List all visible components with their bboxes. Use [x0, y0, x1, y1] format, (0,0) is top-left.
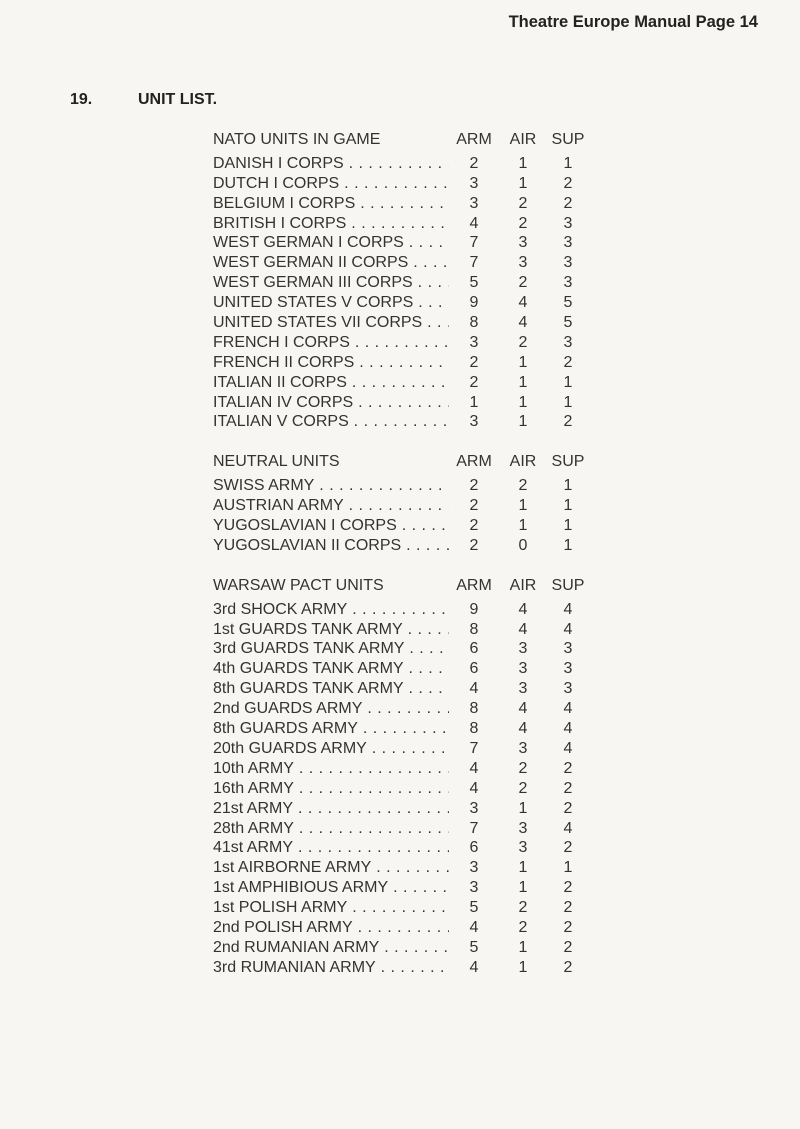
- unit-name: WEST GERMAN I CORPS . . .: [213, 233, 449, 253]
- unit-sup-value: 2: [563, 938, 573, 956]
- unit-row: [213, 536, 613, 556]
- unit-air-value: 2: [518, 214, 528, 232]
- unit-name: 41st ARMY . . .: [213, 838, 449, 858]
- unit-row: [213, 819, 613, 839]
- group-title: NATO UNITS IN GAME: [213, 131, 381, 148]
- unit-row: [213, 918, 613, 938]
- unit-air-value: 3: [518, 819, 528, 837]
- unit-row: [213, 214, 613, 234]
- unit-name: BRITISH I CORPS . . .: [213, 214, 449, 234]
- unit-name: 1st AIRBORNE ARMY . . .: [213, 858, 449, 878]
- unit-air-value: 1: [518, 517, 528, 535]
- unit-sup-value: 1: [563, 477, 573, 495]
- unit-sup-value: 3: [563, 640, 573, 658]
- group-header-row: [213, 130, 613, 150]
- unit-name: AUSTRIAN ARMY . . .: [213, 496, 449, 516]
- unit-name: 3rd GUARDS TANK ARMY . . .: [213, 639, 449, 659]
- unit-row: [213, 174, 613, 194]
- unit-arm-value: 3: [469, 879, 479, 897]
- unit-air-value: 3: [518, 739, 528, 757]
- unit-arm-value: 8: [469, 720, 479, 738]
- unit-sup-value: 2: [563, 879, 573, 897]
- unit-row: [213, 739, 613, 759]
- unit-row: [213, 779, 613, 799]
- unit-row: [213, 496, 613, 516]
- unit-sup-value: 4: [563, 720, 573, 738]
- unit-name: 8th GUARDS TANK ARMY . . .: [213, 679, 449, 699]
- unit-air-value: 1: [518, 413, 528, 431]
- unit-row: [213, 659, 613, 679]
- unit-name: 16th ARMY . . .: [213, 779, 449, 799]
- unit-name: ITALIAN IV CORPS . . .: [213, 393, 449, 413]
- unit-row: [213, 958, 613, 978]
- unit-sup-value: 3: [563, 660, 573, 678]
- unit-name: 2nd POLISH ARMY . . .: [213, 918, 449, 938]
- unit-name: 3rd RUMANIAN ARMY . . .: [213, 958, 449, 978]
- unit-sup-value: 4: [563, 739, 573, 757]
- column-header-sup: SUP: [551, 131, 585, 148]
- unit-name: WEST GERMAN III CORPS . . .: [213, 273, 449, 293]
- unit-sup-value: 2: [563, 799, 573, 817]
- unit-row: [213, 878, 613, 898]
- unit-air-value: 1: [518, 497, 528, 515]
- unit-row: [213, 476, 613, 496]
- unit-air-value: 2: [518, 759, 528, 777]
- unit-arm-value: 2: [469, 477, 479, 495]
- unit-arm-value: 2: [469, 353, 479, 371]
- section-number: 19.: [70, 91, 93, 108]
- unit-sup-value: 2: [563, 759, 573, 777]
- unit-air-value: 3: [518, 660, 528, 678]
- unit-air-value: 2: [518, 918, 528, 936]
- unit-arm-value: 6: [469, 839, 479, 857]
- section-title: UNIT LIST.: [138, 91, 218, 108]
- unit-row: [213, 412, 613, 432]
- unit-sup-value: 3: [563, 254, 573, 272]
- unit-name: YUGOSLAVIAN I CORPS . . .: [213, 516, 449, 536]
- unit-name: WEST GERMAN II CORPS . . .: [213, 253, 449, 273]
- unit-row: [213, 293, 613, 313]
- unit-name: YUGOSLAVIAN II CORPS . . .: [213, 536, 449, 556]
- group-title: NEUTRAL UNITS: [213, 453, 340, 471]
- column-header-air: AIR: [509, 576, 537, 594]
- unit-group: [213, 130, 613, 432]
- unit-air-value: 4: [518, 720, 528, 738]
- unit-row: [213, 233, 613, 253]
- unit-sup-value: 4: [563, 700, 573, 718]
- unit-air-value: 2: [518, 779, 528, 797]
- unit-row: [213, 273, 613, 293]
- unit-name: 1st GUARDS TANK ARMY . . .: [213, 620, 449, 640]
- unit-sup-value: 2: [563, 194, 573, 212]
- unit-list: [213, 130, 613, 998]
- unit-name: DUTCH I CORPS . . .: [213, 174, 449, 194]
- unit-row: [213, 373, 613, 393]
- unit-air-value: 4: [518, 600, 528, 618]
- unit-row: [213, 679, 613, 699]
- unit-sup-value: 4: [563, 600, 573, 618]
- unit-row: [213, 194, 613, 214]
- unit-sup-value: 3: [563, 234, 573, 252]
- unit-air-value: 2: [518, 899, 528, 917]
- unit-name: 2nd RUMANIAN ARMY . . .: [213, 938, 449, 958]
- unit-row: [213, 699, 613, 719]
- unit-row: [213, 253, 613, 273]
- unit-air-value: 1: [518, 373, 528, 391]
- unit-arm-value: 2: [469, 154, 479, 172]
- column-header-arm: ARM: [456, 131, 492, 148]
- unit-arm-value: 5: [469, 899, 479, 917]
- unit-name: 21st ARMY . . .: [213, 799, 449, 819]
- column-header-air: AIR: [509, 131, 537, 148]
- unit-sup-value: 2: [563, 779, 573, 797]
- unit-sup-value: 5: [563, 314, 573, 332]
- unit-air-value: 0: [518, 536, 528, 554]
- unit-sup-value: 5: [563, 294, 573, 312]
- unit-air-value: 4: [518, 314, 528, 332]
- unit-name: 4th GUARDS TANK ARMY . . .: [213, 659, 449, 679]
- unit-name: 1st POLISH ARMY . . .: [213, 898, 449, 918]
- unit-arm-value: 7: [469, 234, 479, 252]
- unit-arm-value: 4: [469, 779, 479, 797]
- unit-arm-value: 1: [469, 393, 479, 411]
- unit-sup-value: 3: [563, 274, 573, 292]
- unit-name: DANISH I CORPS . . .: [213, 154, 449, 174]
- section-heading: [70, 91, 217, 109]
- unit-arm-value: 3: [469, 413, 479, 431]
- unit-row: [213, 898, 613, 918]
- unit-sup-value: 2: [563, 174, 573, 192]
- unit-sup-value: 2: [563, 413, 573, 431]
- unit-arm-value: 6: [469, 640, 479, 658]
- column-header-sup: SUP: [551, 453, 585, 471]
- unit-arm-value: 3: [469, 174, 479, 192]
- unit-row: [213, 154, 613, 174]
- unit-air-value: 2: [518, 477, 528, 495]
- unit-arm-value: 3: [469, 333, 479, 351]
- unit-name: 1st AMPHIBIOUS ARMY . . .: [213, 878, 449, 898]
- unit-arm-value: 3: [469, 859, 479, 877]
- unit-row: [213, 938, 613, 958]
- unit-air-value: 1: [518, 859, 528, 877]
- unit-name: ITALIAN II CORPS . . .: [213, 373, 449, 393]
- unit-sup-value: 1: [563, 536, 573, 554]
- unit-air-value: 1: [518, 154, 528, 172]
- unit-arm-value: 9: [469, 600, 479, 618]
- group-header-row: [213, 576, 613, 596]
- unit-row: [213, 620, 613, 640]
- unit-air-value: 3: [518, 640, 528, 658]
- unit-sup-value: 3: [563, 333, 573, 351]
- unit-name: 20th GUARDS ARMY . . .: [213, 739, 449, 759]
- unit-arm-value: 7: [469, 739, 479, 757]
- unit-name: ITALIAN V CORPS . . .: [213, 412, 449, 432]
- unit-name: UNITED STATES VII CORPS . . .: [213, 313, 449, 333]
- unit-arm-value: 8: [469, 700, 479, 718]
- unit-arm-value: 8: [469, 314, 479, 332]
- unit-arm-value: 7: [469, 819, 479, 837]
- unit-arm-value: 7: [469, 254, 479, 272]
- unit-arm-value: 5: [469, 274, 479, 292]
- group-title: WARSAW PACT UNITS: [213, 576, 384, 594]
- unit-arm-value: 4: [469, 680, 479, 698]
- unit-row: [213, 838, 613, 858]
- unit-arm-value: 8: [469, 620, 479, 638]
- unit-row: [213, 333, 613, 353]
- unit-group: [213, 452, 613, 555]
- unit-row: [213, 313, 613, 333]
- unit-name: SWISS ARMY . . .: [213, 476, 449, 496]
- unit-arm-value: 3: [469, 799, 479, 817]
- unit-row: [213, 600, 613, 620]
- unit-sup-value: 1: [563, 393, 573, 411]
- unit-air-value: 1: [518, 393, 528, 411]
- unit-arm-value: 6: [469, 660, 479, 678]
- unit-air-value: 1: [518, 174, 528, 192]
- unit-air-value: 1: [518, 879, 528, 897]
- unit-sup-value: 2: [563, 918, 573, 936]
- unit-row: [213, 799, 613, 819]
- unit-sup-value: 3: [563, 214, 573, 232]
- unit-air-value: 4: [518, 620, 528, 638]
- unit-name: UNITED STATES V CORPS . . .: [213, 293, 449, 313]
- unit-air-value: 2: [518, 194, 528, 212]
- page-header: Theatre Europe Manual Page 14: [508, 13, 758, 31]
- unit-sup-value: 2: [563, 958, 573, 976]
- unit-name: 8th GUARDS ARMY . . .: [213, 719, 449, 739]
- unit-sup-value: 2: [563, 899, 573, 917]
- unit-arm-value: 2: [469, 517, 479, 535]
- unit-name: 28th ARMY . . .: [213, 819, 449, 839]
- unit-air-value: 3: [518, 234, 528, 252]
- unit-air-value: 2: [518, 333, 528, 351]
- unit-arm-value: 4: [469, 958, 479, 976]
- unit-sup-value: 1: [563, 373, 573, 391]
- unit-row: [213, 759, 613, 779]
- unit-arm-value: 2: [469, 536, 479, 554]
- unit-air-value: 1: [518, 353, 528, 371]
- unit-air-value: 1: [518, 958, 528, 976]
- column-header-arm: ARM: [456, 453, 492, 471]
- unit-row: [213, 639, 613, 659]
- unit-arm-value: 4: [469, 918, 479, 936]
- unit-row: [213, 719, 613, 739]
- unit-air-value: 1: [518, 938, 528, 956]
- unit-sup-value: 3: [563, 680, 573, 698]
- unit-air-value: 4: [518, 294, 528, 312]
- unit-air-value: 4: [518, 700, 528, 718]
- column-header-air: AIR: [509, 453, 537, 471]
- unit-name: 2nd GUARDS ARMY . . .: [213, 699, 449, 719]
- column-header-arm: ARM: [456, 576, 492, 594]
- unit-row: [213, 353, 613, 373]
- group-header-row: [213, 452, 613, 472]
- unit-sup-value: 1: [563, 517, 573, 535]
- unit-group: [213, 576, 613, 978]
- unit-name: BELGIUM I CORPS . . .: [213, 194, 449, 214]
- unit-sup-value: 1: [563, 154, 573, 172]
- unit-row: [213, 393, 613, 413]
- unit-air-value: 1: [518, 799, 528, 817]
- unit-sup-value: 2: [563, 353, 573, 371]
- unit-arm-value: 2: [469, 373, 479, 391]
- unit-sup-value: 1: [563, 497, 573, 515]
- unit-air-value: 3: [518, 680, 528, 698]
- unit-arm-value: 4: [469, 759, 479, 777]
- unit-air-value: 2: [518, 274, 528, 292]
- unit-name: 10th ARMY . . .: [213, 759, 449, 779]
- unit-sup-value: 1: [563, 859, 573, 877]
- column-header-sup: SUP: [551, 576, 585, 594]
- unit-arm-value: 3: [469, 194, 479, 212]
- unit-name: FRENCH I CORPS . . .: [213, 333, 449, 353]
- unit-name: FRENCH II CORPS . . .: [213, 353, 449, 373]
- unit-air-value: 3: [518, 839, 528, 857]
- unit-row: [213, 858, 613, 878]
- unit-row: [213, 516, 613, 536]
- unit-sup-value: 4: [563, 620, 573, 638]
- unit-sup-value: 4: [563, 819, 573, 837]
- unit-arm-value: 9: [469, 294, 479, 312]
- unit-sup-value: 2: [563, 839, 573, 857]
- unit-arm-value: 5: [469, 938, 479, 956]
- unit-air-value: 3: [518, 254, 528, 272]
- unit-arm-value: 2: [469, 497, 479, 515]
- unit-name: 3rd SHOCK ARMY . . .: [213, 600, 449, 620]
- unit-arm-value: 4: [469, 214, 479, 232]
